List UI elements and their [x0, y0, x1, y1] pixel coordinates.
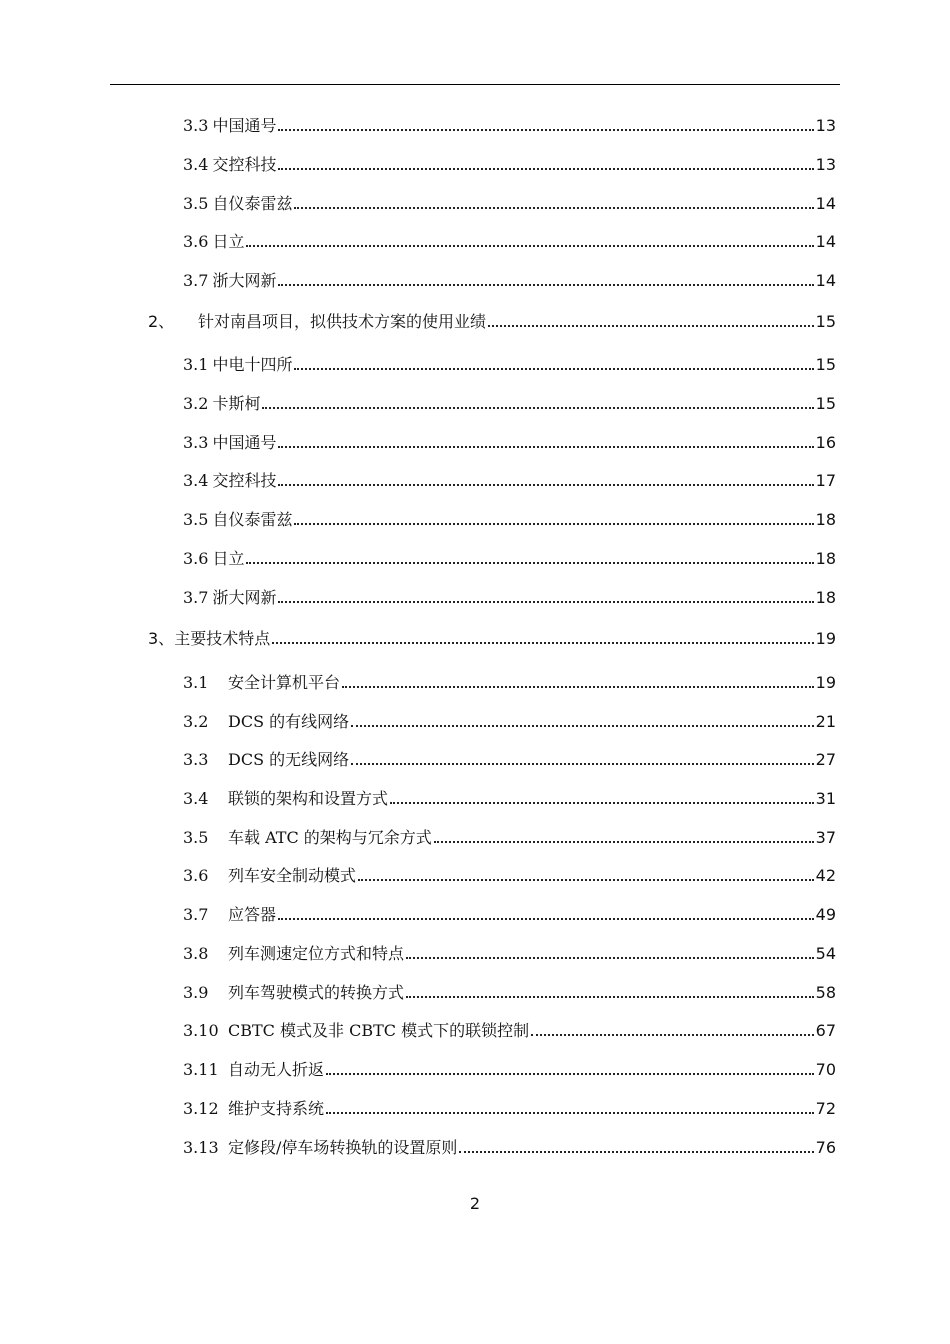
toc-entry-number: 3.3	[183, 116, 209, 135]
toc-entry-page: 17	[815, 471, 836, 490]
toc-entry-page: 67	[815, 1021, 836, 1040]
toc-entry-text: 中电十四所	[212, 355, 293, 374]
toc-entry[interactable]	[183, 506, 836, 530]
toc-entry-text: 列车测速定位方式和特点	[228, 944, 405, 963]
toc-entry-number: 3.10	[183, 1021, 219, 1040]
toc-entry-number: 3.1	[183, 355, 209, 374]
toc-entry-title	[183, 712, 349, 732]
toc-entry-page: 37	[815, 828, 836, 847]
toc-entry-page: 76	[815, 1138, 836, 1157]
dot-leader	[358, 879, 814, 881]
toc-entry-number: 3.6	[183, 866, 209, 885]
dot-leader	[488, 325, 814, 327]
toc-entry-page: 14	[815, 232, 836, 251]
toc-entry[interactable]	[183, 267, 836, 291]
toc-entry-text: 日立	[212, 549, 245, 568]
dot-leader	[278, 168, 813, 170]
toc-entry-page: 18	[815, 510, 836, 529]
dot-leader	[278, 284, 813, 286]
dot-leader	[246, 245, 813, 247]
toc-entry-text: 中国通号	[212, 116, 277, 135]
toc-entry[interactable]	[183, 351, 836, 375]
toc-entry[interactable]	[183, 467, 836, 491]
toc-entry-title	[183, 750, 349, 770]
toc-entry-title	[183, 116, 276, 136]
toc-entry-page: 54	[815, 944, 836, 963]
toc-entry-title	[183, 232, 244, 252]
toc-entry-title	[183, 789, 388, 809]
toc-entry-title	[183, 1060, 324, 1080]
dot-leader	[351, 763, 814, 765]
toc-entry-page: 18	[815, 588, 836, 607]
dot-leader	[262, 407, 813, 409]
toc-entry-text: 卡斯柯	[212, 394, 261, 413]
toc-entry-title	[183, 510, 292, 530]
toc-entry[interactable]	[183, 429, 836, 453]
toc-entry-title	[183, 944, 404, 964]
dot-leader	[272, 642, 813, 644]
header-rule	[110, 84, 840, 85]
toc-entry-number: 3.5	[183, 194, 209, 213]
toc-entry-page: 14	[815, 271, 836, 290]
dot-leader	[406, 996, 814, 998]
toc-entry-title	[183, 355, 292, 375]
toc-entry-page: 19	[815, 673, 836, 692]
toc-entry-text: 定修段/停车场转换轨的设置原则	[228, 1138, 458, 1157]
toc-entry-page: 13	[815, 116, 836, 135]
toc-entry-title	[183, 1138, 457, 1158]
toc-entry-number: 3.2	[183, 394, 209, 413]
toc-entry-text: 浙大网新	[212, 271, 277, 290]
page-number: 2	[469, 1194, 481, 1213]
toc-entry-number: 3.13	[183, 1138, 219, 1157]
dot-leader	[278, 446, 813, 448]
toc-entry-title	[183, 394, 260, 414]
dot-leader	[531, 1034, 814, 1036]
dot-leader	[390, 802, 814, 804]
toc-entry-number: 3.8	[183, 944, 209, 963]
dot-leader	[459, 1151, 813, 1153]
toc-entry-text: 自仪泰雷兹	[212, 194, 293, 213]
toc-entry-text: 自动无人折返	[228, 1060, 325, 1079]
toc-entry-number: 3.6	[183, 232, 209, 251]
toc-entry-page: 14	[815, 194, 836, 213]
toc-entry-title	[183, 271, 276, 291]
toc-entry-title	[183, 588, 276, 608]
toc-entry-number: 3、	[148, 629, 175, 648]
dot-leader	[294, 207, 813, 209]
dot-leader	[294, 523, 813, 525]
toc-entry-text: 列车驾驶模式的转换方式	[228, 983, 405, 1002]
dot-leader	[294, 368, 813, 370]
dot-leader	[351, 725, 814, 727]
toc-entry-text: DCS 的无线网络	[228, 750, 350, 769]
dot-leader	[278, 601, 813, 603]
toc-entry[interactable]	[183, 151, 836, 175]
toc-entry-page: 42	[815, 866, 836, 885]
toc-entry-number: 3.9	[183, 983, 209, 1002]
toc-entry-page: 18	[815, 549, 836, 568]
toc-entry-text: 列车安全制动模式	[228, 866, 357, 885]
toc-entry-page: 21	[815, 712, 836, 731]
toc-entry-number: 3.6	[183, 549, 209, 568]
toc-entry[interactable]	[183, 940, 836, 964]
toc-entry[interactable]	[183, 584, 836, 608]
toc-entry-title	[183, 673, 340, 693]
toc-entry[interactable]	[183, 1095, 836, 1119]
toc-entry-text: 交控科技	[212, 471, 277, 490]
toc-entry-number: 3.12	[183, 1099, 219, 1118]
toc-entry-number: 3.4	[183, 789, 209, 808]
toc-entry[interactable]	[183, 824, 836, 848]
toc-entry-number: 3.11	[183, 1060, 219, 1079]
toc-entry-number: 3.5	[183, 828, 209, 847]
toc-entry-number: 3.4	[183, 155, 209, 174]
toc-entry-title	[183, 828, 432, 848]
dot-leader	[326, 1112, 814, 1114]
toc-entry-text: CBTC 模式及非 CBTC 模式下的联锁控制	[228, 1021, 530, 1040]
toc-entry-text: 维护支持系统	[228, 1099, 325, 1118]
toc-entry-text: 针对南昌项目，拟供技术方案的使用业绩	[198, 312, 487, 331]
dot-leader	[278, 129, 813, 131]
dot-leader	[326, 1073, 814, 1075]
toc-entry[interactable]	[183, 390, 836, 414]
toc-entry-page: 13	[815, 155, 836, 174]
toc-entry[interactable]	[183, 1017, 836, 1041]
toc-entry-page: 70	[815, 1060, 836, 1079]
toc-entry[interactable]	[183, 746, 836, 770]
dot-leader	[246, 562, 813, 564]
toc-entry-number: 2、	[148, 312, 175, 331]
toc-entry-title	[183, 905, 276, 925]
toc-entry[interactable]	[183, 190, 836, 214]
dot-leader	[434, 841, 814, 843]
toc-entry[interactable]	[183, 979, 836, 1003]
toc-entry-text: 安全计算机平台	[228, 673, 341, 692]
toc-entry[interactable]	[183, 785, 836, 809]
toc-entry-chapter[interactable]	[148, 308, 836, 332]
toc-entry-title	[183, 866, 356, 886]
toc-entry-number: 3.7	[183, 588, 209, 607]
toc-entry-text: 交控科技	[212, 155, 277, 174]
toc-entry[interactable]	[183, 669, 836, 693]
dot-leader	[278, 484, 813, 486]
toc-entry-page: 49	[815, 905, 836, 924]
toc-entry-page: 16	[815, 433, 836, 452]
toc-entry-text: 自仪泰雷兹	[212, 510, 293, 529]
toc-entry-title	[183, 1099, 324, 1119]
toc-entry-number: 3.3	[183, 433, 209, 452]
toc-entry-title	[183, 1021, 529, 1041]
toc-entry-text: 车载 ATC 的架构与冗余方式	[228, 828, 432, 847]
toc-entry-text: 中国通号	[212, 433, 277, 452]
toc-entry-number: 3.7	[183, 271, 209, 290]
toc-entry[interactable]	[183, 112, 836, 136]
toc-entry-title	[148, 312, 486, 332]
toc-entry-page: 58	[815, 983, 836, 1002]
toc-entry-number: 3.2	[183, 712, 209, 731]
toc-entry-page: 15	[815, 312, 836, 331]
toc-entry-title	[183, 549, 244, 569]
toc-entry-text: 主要技术特点	[174, 629, 271, 648]
toc-entry[interactable]	[183, 228, 836, 252]
toc-entry-text: 日立	[212, 232, 245, 251]
dot-leader	[278, 918, 814, 920]
toc-entry-page: 31	[815, 789, 836, 808]
toc-entry-number: 3.3	[183, 750, 209, 769]
toc-entry[interactable]	[183, 708, 836, 732]
toc-entry-title	[183, 433, 276, 453]
toc-entry[interactable]	[183, 1056, 836, 1080]
toc-entry-title	[183, 983, 404, 1003]
toc-entry-text: 应答器	[228, 905, 277, 924]
toc-entry-page: 15	[815, 355, 836, 374]
toc-entry-number: 3.7	[183, 905, 209, 924]
toc-entry-number: 3.1	[183, 673, 209, 692]
toc-entry-page: 72	[815, 1099, 836, 1118]
toc-entry-title	[183, 194, 292, 214]
toc-entry-page: 19	[815, 629, 836, 648]
dot-leader	[406, 957, 814, 959]
toc-entry[interactable]	[183, 901, 836, 925]
toc-entry[interactable]	[183, 545, 836, 569]
toc-entry-page: 15	[815, 394, 836, 413]
toc-entry-title	[183, 155, 276, 175]
toc-entry-page: 27	[815, 750, 836, 769]
toc-entry-number: 3.5	[183, 510, 209, 529]
toc-entry-text: 联锁的架构和设置方式	[228, 789, 389, 808]
dot-leader	[342, 686, 814, 688]
toc-entry-text: 浙大网新	[212, 588, 277, 607]
toc-entry[interactable]	[183, 1134, 836, 1158]
toc-entry-number: 3.4	[183, 471, 209, 490]
toc-entry-title	[148, 629, 270, 649]
toc-entry-text: DCS 的有线网络	[228, 712, 350, 731]
toc-entry-chapter[interactable]	[148, 625, 836, 649]
toc-entry-title	[183, 471, 276, 491]
toc-entry[interactable]	[183, 862, 836, 886]
